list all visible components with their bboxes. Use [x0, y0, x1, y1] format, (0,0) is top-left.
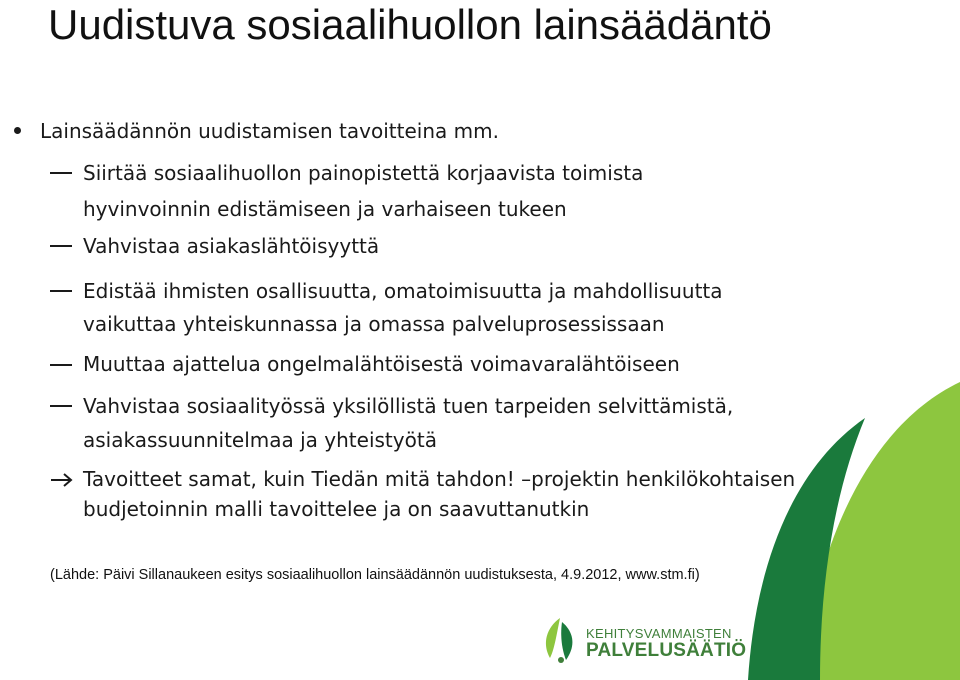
conclusion-line-2: budjetoinnin malli tavoittelee ja on saavuttanutkin: [83, 497, 590, 521]
foundation-logo: [540, 612, 747, 668]
sub-item-1-line-2: hyvinvoinnin edistämiseen ja varhaiseen tukeen: [83, 197, 567, 221]
sub-item-5-line-2: asiakassuunnitelmaa ja yhteistyötä: [83, 428, 437, 452]
logo-text-top: KEHITYSVAMMAISTEN: [586, 626, 732, 641]
dash-icon: [50, 290, 72, 292]
leaf-logo-icon: [540, 614, 580, 664]
slide-title: Uudistuva sosiaalihuollon lainsäädäntö: [48, 1, 772, 48]
conclusion-line-1: Tavoitteet samat, kuin Tiedän mitä tahdon! –projektin henkilökohtaisen: [83, 467, 796, 491]
right-arrow-icon: [50, 472, 74, 488]
dash-icon: [50, 172, 72, 174]
intro-bullet: Lainsäädännön uudistamisen tavoitteina mm.: [40, 119, 499, 143]
dash-icon: [50, 364, 72, 366]
dash-icon: [50, 405, 72, 407]
sub-item-1-line-1: Siirtää sosiaalihuollon painopistettä korjaavista toimista: [83, 161, 644, 185]
sub-item-2-line-1: Vahvistaa asiakaslähtöisyyttä: [83, 234, 380, 258]
sub-item-3-line-1: Edistää ihmisten osallisuutta, omatoimisuutta ja mahdollisuutta: [83, 279, 723, 303]
bullet-dot-icon: [14, 127, 21, 134]
sub-item-5-line-1: Vahvistaa sosiaalityössä yksilöllistä tuen tarpeiden selvittämistä,: [83, 394, 734, 418]
dash-icon: [50, 245, 72, 247]
source-citation: (Lähde: Päivi Sillanaukeen esitys sosiaalihuollon lainsäädännön uudistuksesta, 4.9.2012, www.stm.fi): [50, 567, 700, 583]
logo-text-bottom: PALVELUSÄÄTIÖ: [586, 640, 747, 661]
sub-item-4-line-1: Muuttaa ajattelua ongelmalähtöisestä voimavaralähtöiseen: [83, 352, 680, 376]
sub-item-3-line-2: vaikuttaa yhteiskunnassa ja omassa palveluprosessissaan: [83, 312, 665, 336]
